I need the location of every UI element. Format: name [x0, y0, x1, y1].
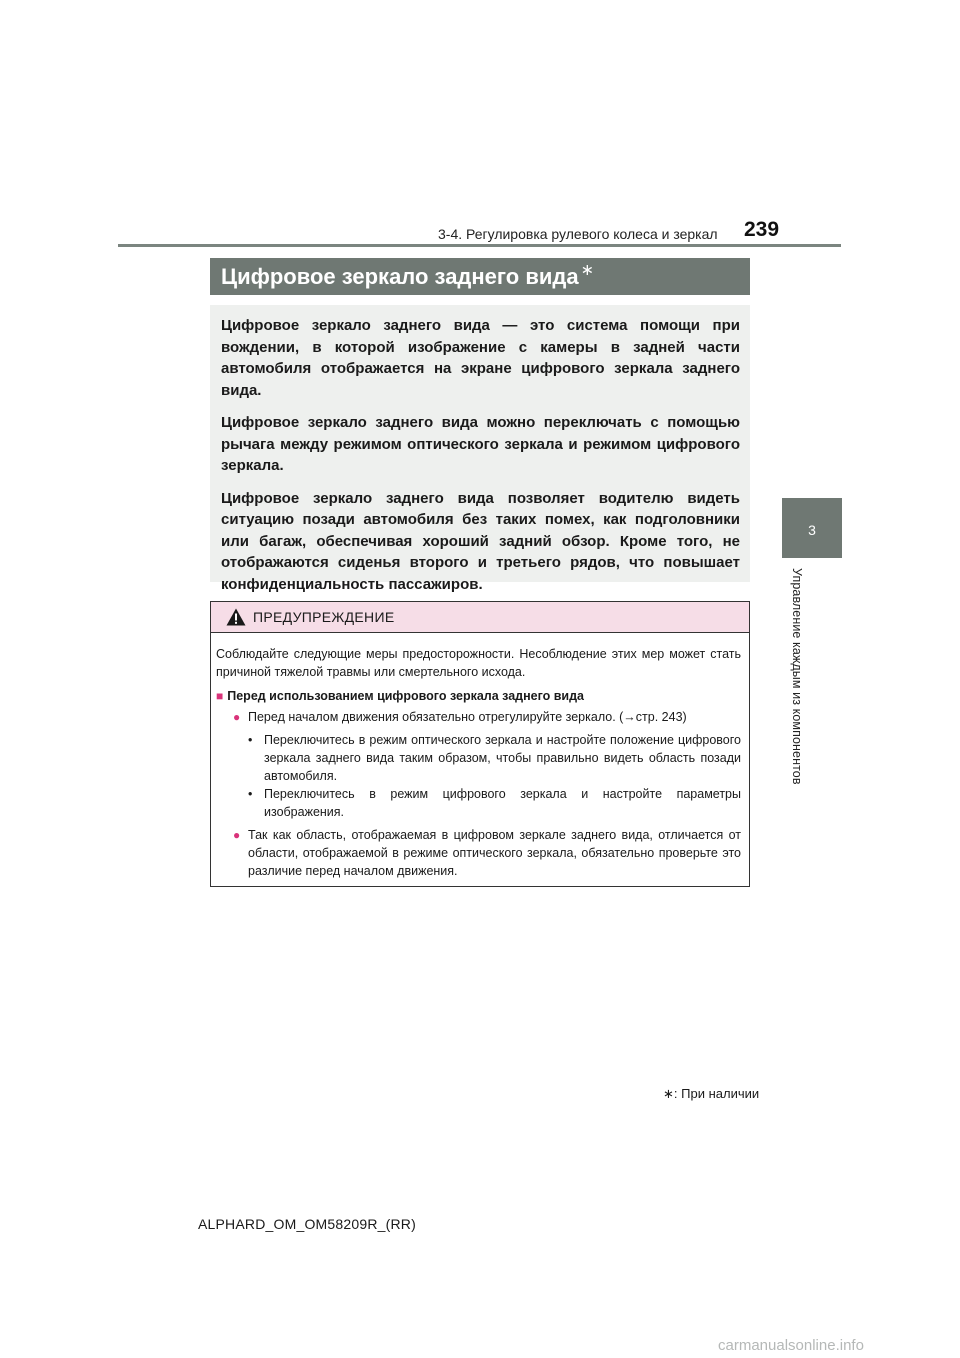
section-heading: 3-4. Регулировка рулевого колеса и зеркал	[438, 226, 718, 242]
availability-footnote	[663, 1086, 759, 1102]
warning-bullet-text: Так как область, отображаемая в цифровом зеркале заднего вида, отличается от области, отображаемой в режиме оптического зеркала, обязательно проверьте это различие перед началом движения.	[248, 828, 741, 878]
chapter-caption: Управление каждым из компонентов	[790, 568, 804, 785]
warning-title: ПРЕДУПРЕЖДЕНИЕ	[253, 609, 395, 625]
intro-paragraph: Цифровое зеркало заднего вида можно переключать с помощью рычага между режимом оптического зеркала и режимом цифрового зеркала.	[221, 414, 740, 474]
warning-bullet	[216, 708, 741, 726]
document-code: ALPHARD_OM_OM58209R_(RR)	[198, 1216, 416, 1232]
warning-bullet	[216, 826, 741, 880]
footnote-asterisk: ∗	[663, 1086, 674, 1101]
round-bullet-icon: ●	[233, 710, 241, 724]
page-title: Цифровое зеркало заднего вида	[221, 264, 579, 289]
chapter-number: 3	[808, 522, 816, 538]
sub-bullet-icon: •	[248, 787, 253, 801]
availability-asterisk: ∗	[580, 262, 594, 279]
warning-triangle-icon	[226, 608, 246, 626]
page-title-bar	[210, 258, 750, 295]
intro-box	[210, 305, 750, 593]
warning-box	[210, 601, 750, 887]
site-watermark: carmanualsonline.info	[718, 1337, 864, 1354]
footnote-text: : При наличии	[673, 1086, 760, 1101]
warning-sub-item	[216, 731, 741, 785]
warning-bullet-text: Перед началом движения обязательно отрегулируйте зеркало. (→стр. 243)	[248, 710, 687, 724]
warning-sub-text: Переключитесь в режим цифрового зеркала и настройте параметры изображения.	[264, 787, 741, 819]
warning-section-title: Перед использованием цифрового зеркала заднего вида	[227, 689, 585, 703]
sub-bullet-icon: •	[248, 733, 253, 747]
chapter-tab	[782, 498, 842, 558]
intro-paragraph: Цифровое зеркало заднего вида позволяет водителю видеть ситуацию позади автомобиля без таких помех, как подголовники или багаж, обеспечивая хороший задний обзор. Кроме того, не отображаются сиденья второго и третьего рядов, что повышает конфиденциальность пассажиров.	[221, 489, 740, 593]
warning-body	[211, 633, 749, 880]
square-bullet-icon: ■	[216, 689, 224, 703]
warning-section-heading	[216, 687, 741, 705]
warning-header	[211, 602, 749, 633]
round-bullet-icon: ●	[233, 828, 241, 842]
warning-intro: Соблюдайте следующие меры предосторожности. Несоблюдение этих мер может стать причиной тяжелой травмы или смертельного исхода.	[216, 647, 741, 679]
intro-paragraph: Цифровое зеркало заднего вида — это система помощи при вождении, в которой изображение с камеры в задней части автомобиля отображается на экране цифрового зеркала заднего вида.	[221, 317, 740, 399]
header-divider	[118, 244, 841, 247]
warning-sub-item	[216, 785, 741, 821]
page-number: 239	[744, 218, 780, 241]
warning-sub-text: Переключитесь в режим оптического зеркала и настройте положение цифрового зеркала заднего вида таким образом, чтобы правильно видеть область позади автомобиля.	[264, 733, 741, 783]
